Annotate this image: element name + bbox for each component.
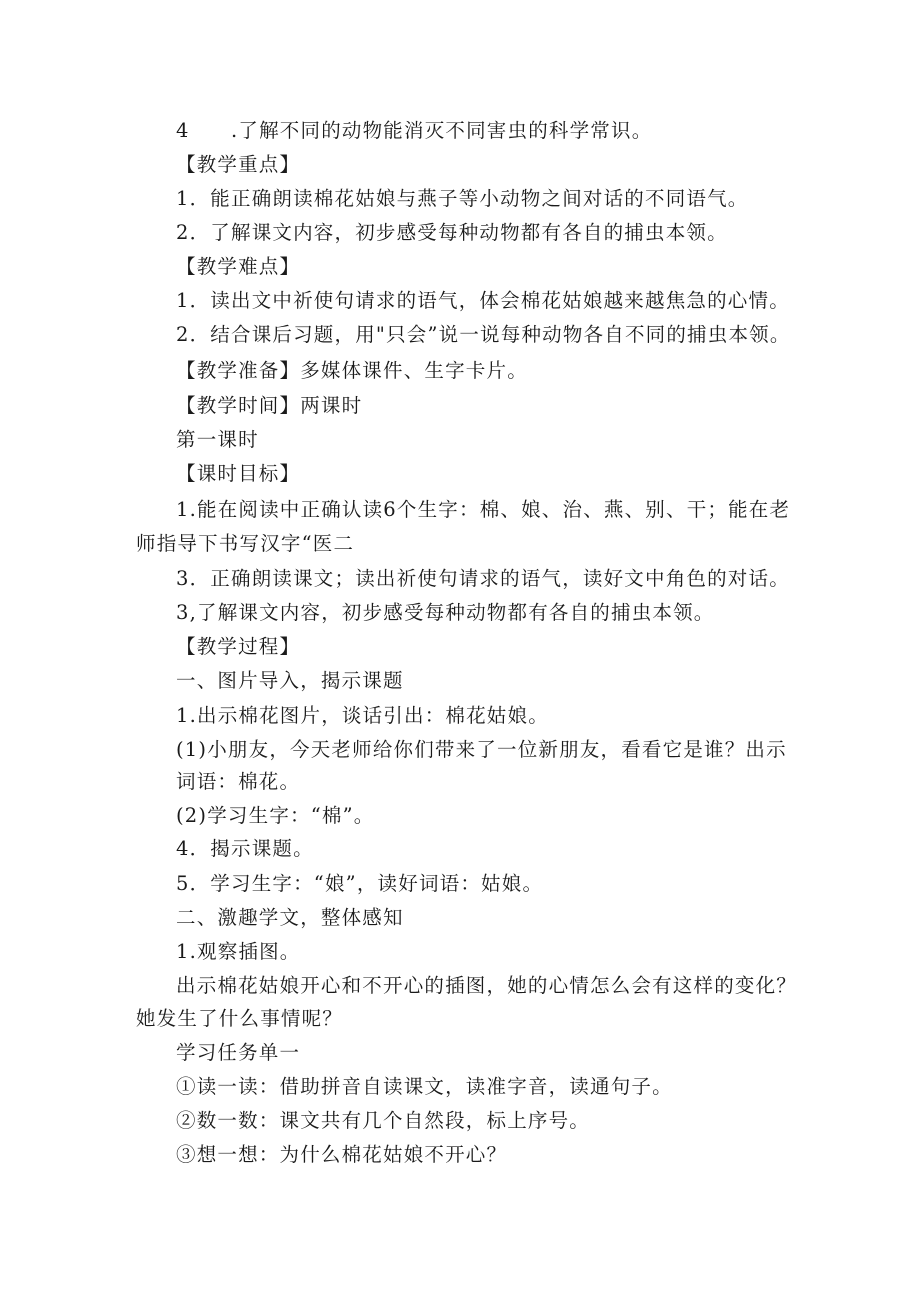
section-1-title: 一、图片导入，揭示课题 (176, 669, 404, 692)
task-2: ②数一数：课文共有几个自然段，标上序号。 (176, 1109, 591, 1132)
heading-key-points: 【教学重点】 (176, 153, 301, 176)
goal-3b: 3,了解课文内容，初步感受每种动物都有各自的捕虫本领。 (176, 601, 715, 624)
observe-illustration: 1.观察插图。 (176, 940, 301, 963)
difficulty-1: 1．读出文中祈使句请求的语气，体会棉花姑娘越来越焦急的心情。 (176, 289, 790, 312)
step-1: 1.出示棉花图片，谈话引出：棉花姑娘。 (176, 704, 549, 727)
heading-difficulties: 【教学难点】 (176, 255, 301, 278)
teaching-time: 【教学时间】两课时 (176, 394, 363, 417)
section-2-title: 二、激趣学文，整体感知 (176, 906, 404, 929)
illustration-question-line-2: 她发生了什么事情呢？ (136, 1007, 344, 1030)
preparation: 【教学准备】多媒体课件、生字卡片。 (176, 359, 528, 382)
heading-process: 【教学过程】 (176, 635, 301, 658)
goal-1-line-1: 1.能在阅读中正确认读6个生字：棉、娘、治、燕、别、干；能在老 (176, 498, 791, 521)
key-point-1: 1．能正确朗读棉花姑娘与燕子等小动物之间对话的不同语气。 (176, 187, 749, 210)
step-1-1-line-2: 词语：棉花。 (176, 770, 301, 793)
first-lesson-title: 第一课时 (176, 428, 259, 451)
objective-4: 4 .了解不同的动物能消灭不同害虫的科学常识。 (176, 119, 653, 142)
key-point-2: 2．了解课文内容，初步感受每种动物都有各自的捕虫本领。 (176, 221, 728, 244)
step-5: 5．学习生字：“娘”，读好词语：姑娘。 (176, 872, 544, 895)
task-3: ③想一想：为什么棉花姑娘不开心？ (176, 1143, 508, 1166)
step-1-2: (2)学习生字：“棉”。 (176, 804, 375, 827)
difficulty-2: 2．结合课后习题，用"只会”说一说每种动物各自不同的捕虫本领。 (176, 323, 791, 346)
heading-lesson-goals: 【课时目标】 (176, 462, 301, 485)
goal-1-line-2: 师指导下书写汉字“医二 (136, 532, 355, 555)
step-4: 4．揭示课题。 (176, 837, 314, 860)
task-1: ①读一读：借助拼音自读课文，读准字音，读通句子。 (176, 1075, 673, 1098)
goal-3a: 3．正确朗读课文；读出祈使句请求的语气，读好文中角色的对话。 (176, 567, 790, 590)
step-1-1-line-1: (1)小朋友，今天老师给你们带来了一位新朋友，看看它是谁？出示 (176, 738, 787, 761)
task-sheet-title: 学习任务单一 (176, 1041, 301, 1064)
illustration-question-line-1: 出示棉花姑娘开心和不开心的插图，她的心情怎么会有这样的变化？ (176, 974, 798, 997)
